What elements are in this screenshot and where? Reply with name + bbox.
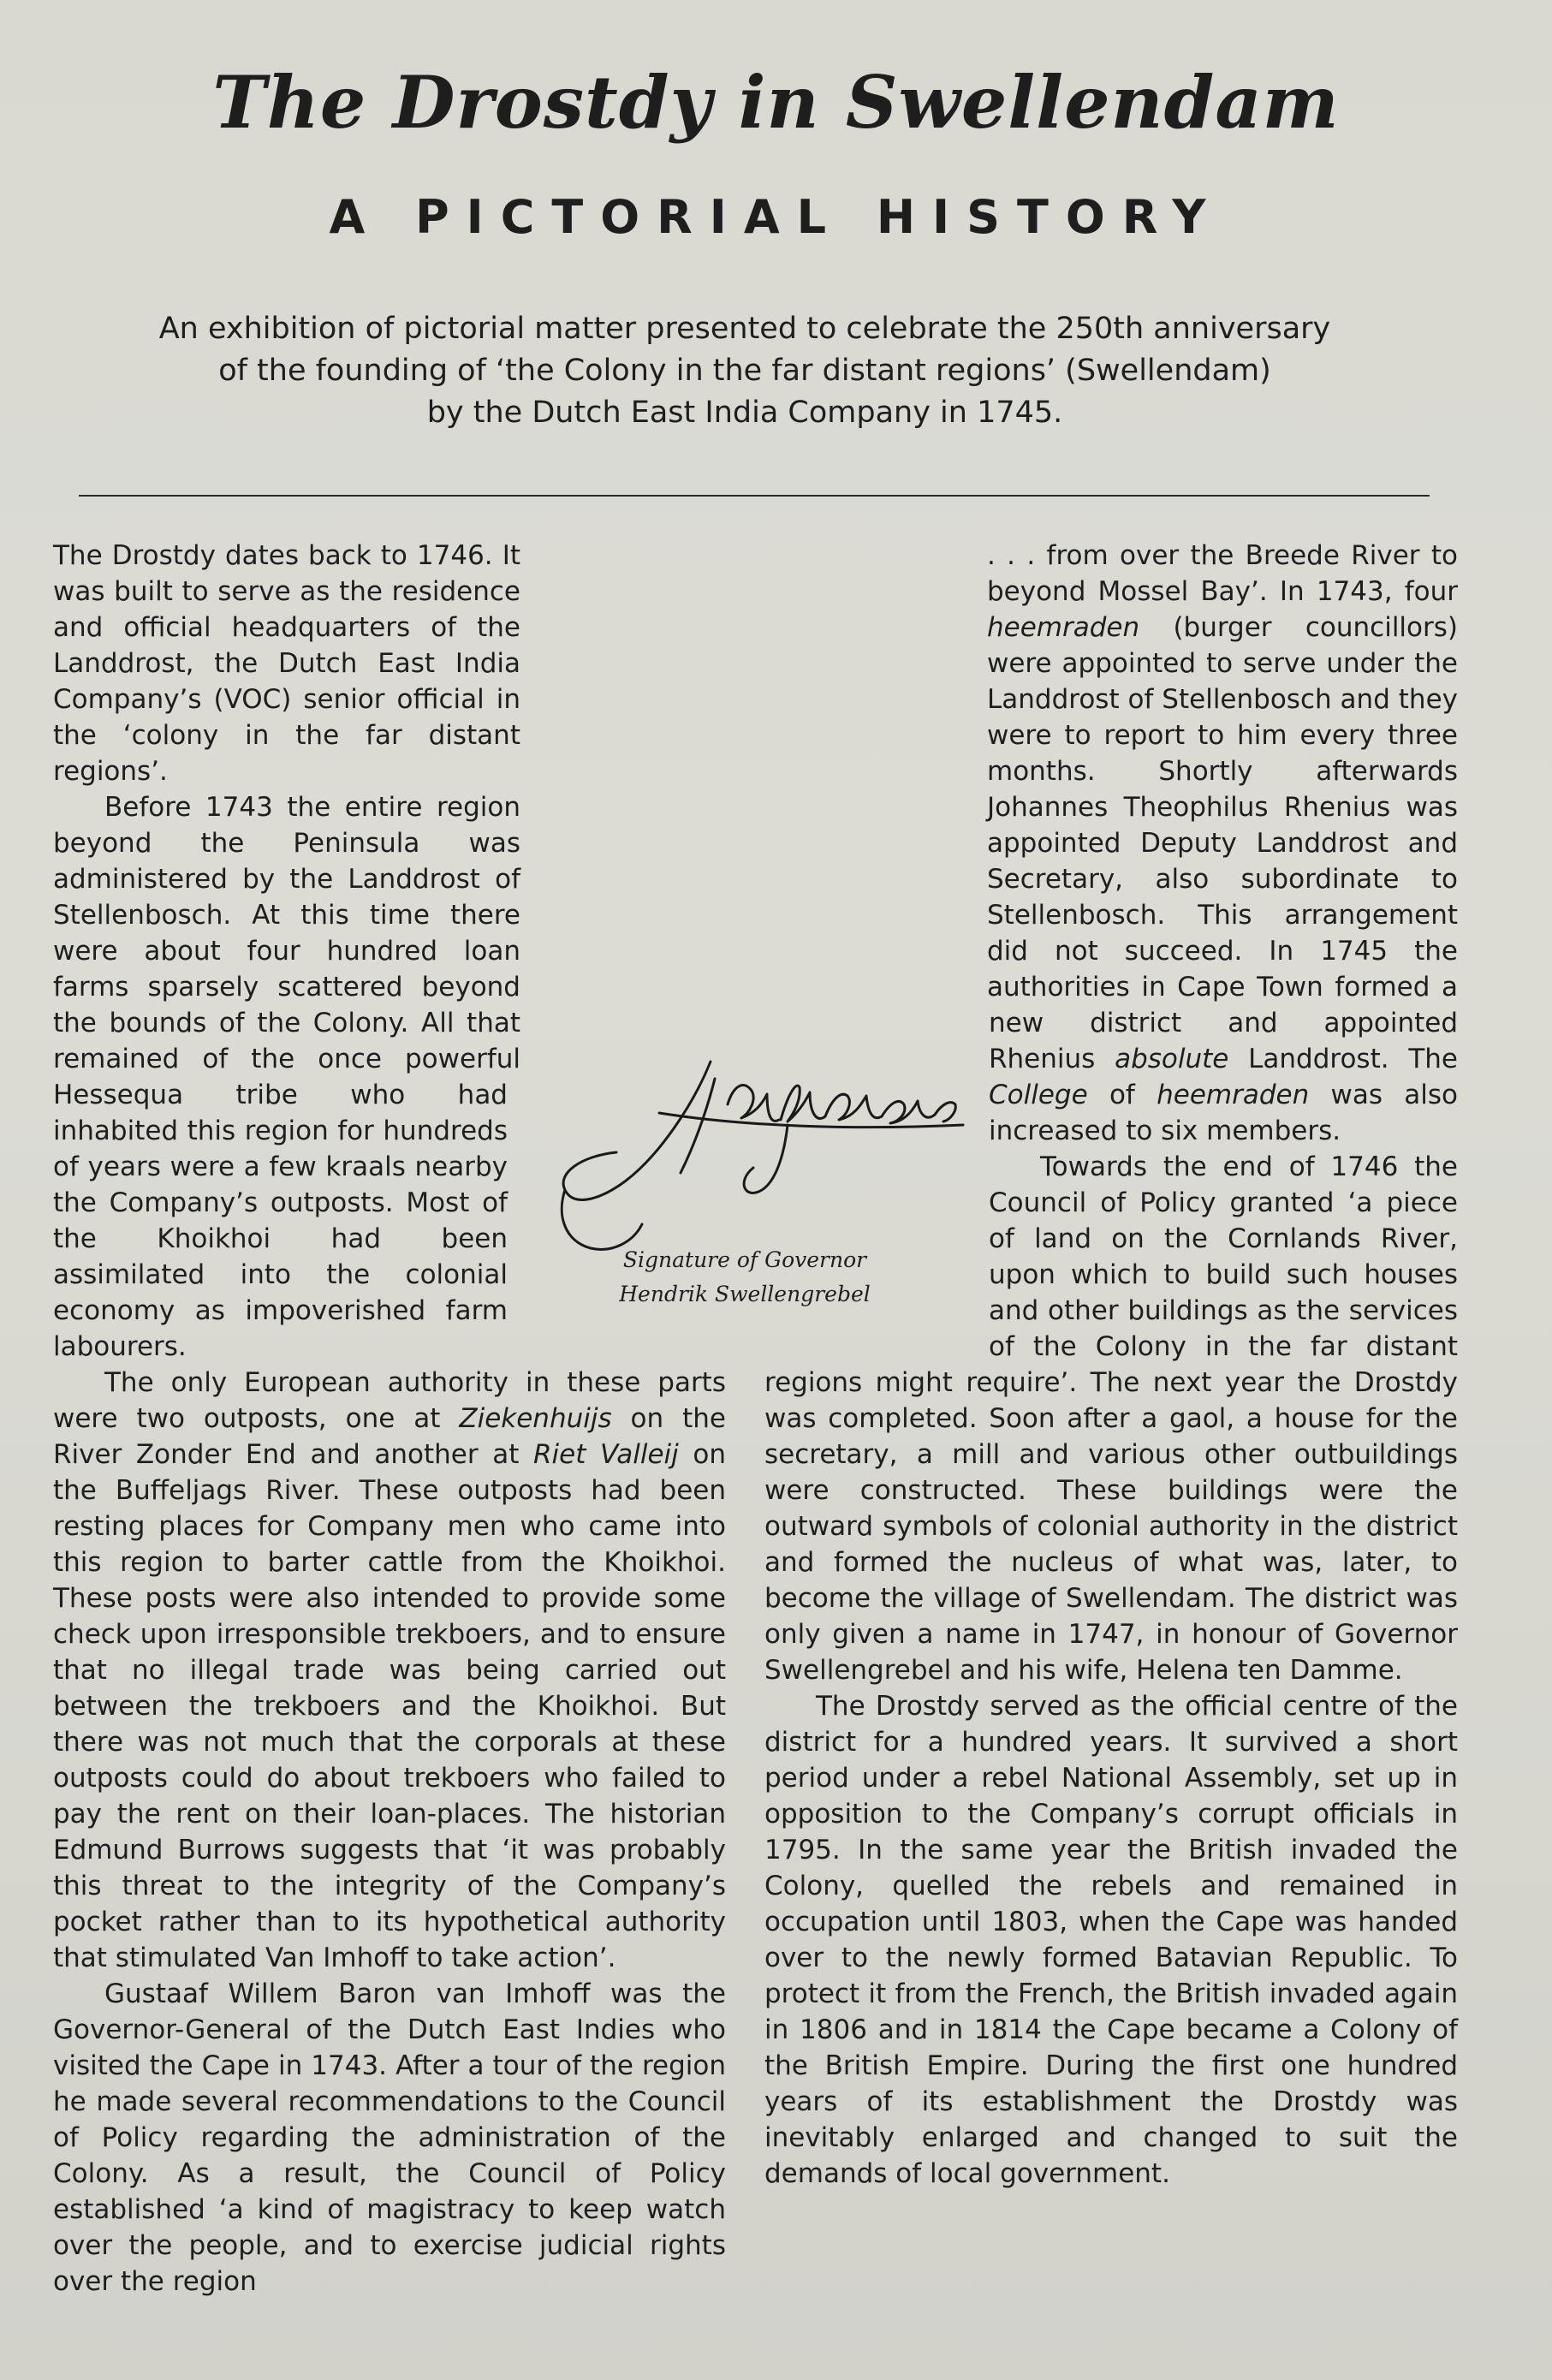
intro-line: of the founding of ‘the Colony in the far distant regions’ (Swellendam) <box>218 354 1271 388</box>
body-paragraph: The Drostdy dates back to 1746. It was built to serve as the residence and official headquarters of the Landdrost, the Dutch East India Company’s (VOC) senior official in the ‘colony in the far distant regions’. <box>53 540 520 787</box>
body-paragraph: Towards the end of 1746 the Council of Policy granted ‘a piece of land on the Cornlands River, upon which to build such houses and other buildings as the services of the Colony in the far distant regions might require’. The next year the Drostdy was completed. Soon after a gaol, a house for the secretary, a mill and various other outbuildings were constructed. These buildings were the outward symbols of colonial authority in the district and formed the nucleus of what was, later, to become the village of Swellendam. The district was only given a name in 1747, in honour of Governor Swellengrebel and his wife, Helena ten Damme. <box>764 1151 1458 1686</box>
caption-line: Signature of Governor <box>622 1247 867 1272</box>
intro-paragraph <box>103 308 1387 434</box>
intro-line: by the Dutch East India Company in 1745. <box>426 396 1063 430</box>
handwritten-signature-icon <box>531 1053 976 1258</box>
document-title: The Drostdy in Swellendam <box>212 60 1340 145</box>
text-wrap-spacer <box>520 538 726 1094</box>
caption-line: Hendrik Swellengrebel <box>619 1282 871 1306</box>
left-column <box>53 538 726 2300</box>
body-paragraph: The Drostdy served as the official centre of the district for a hundred years. It survived a short period under a rebel National Assembly, set up in opposition to the Company’s corrupt officials in 1795. In the same year the British invaded the Colony, quelled the rebels and remained in occupation until 1803, when the Cape was handed over to the newly formed Batavian Republic. To protect it from the French, the British invaded again in 1806 and in 1814 the Cape became a Colony of the British Empire. During the first one hundred years of its establishment the Drostdy was inevitably enlarged and changed to suit the demands of local government. <box>764 1691 1458 2189</box>
document-subtitle: A PICTORIAL HISTORY <box>329 190 1223 244</box>
place-name: Riet Valleij <box>533 1439 679 1470</box>
place-name: Ziekenhuijs <box>459 1403 612 1434</box>
intro-line: An exhibition of pictorial matter presented to celebrate the 250th anniversary <box>158 312 1331 346</box>
right-column <box>764 538 1458 2192</box>
body-paragraph: Before 1743 the entire region beyond the Peninsula was administered by the Landdrost of Stellenbosch. At this time there were about four hundred loan farms sparsely scattered beyond the bounds of the Colony. All that remained of the once powerful Hessequa tribe who had inhabited this region for hundreds of years were a few kraals nearby the Company’s outposts. Most of the Khoikhoi had been assimilated into the colonial economy as impoverished farm labourers. <box>53 792 520 1362</box>
text-wrap-spacer <box>764 538 987 1017</box>
body-paragraph: Gustaaf Willem Baron van Imhoff was the Governor-General of the Dutch East Indies who visited the Cape in 1743. After a tour of the region he made several recommendations to the Council of Policy regarding the administration of the Colony. As a result, the Council of Policy established ‘a kind of magistracy to keep watch over the people, and to exercise judicial rights over the region <box>53 1978 726 2297</box>
body-paragraph: The only European authority in these parts were two outposts, one at Ziekenhuijs on the River Zonder End and another at Riet Valleij on the Buffeljags River. These outposts had been resting places for Company men who came into this region to barter cattle from the Khoikhoi. These posts were also intended to provide some check upon irresponsible trekboers, and to ensure that no illegal trade was being carried out between the trekboers and the Khoikhoi. But there was not much that the corporals at these outposts could do about trekboers who failed to pay the rent on their loan-places. The historian Edmund Burrows suggests that ‘it was probably this threat to the integrity of the Company’s pocket rather than to its hypothetical authority that stimulated Van Imhoff to take action’. <box>53 1367 727 1973</box>
horizontal-divider <box>79 495 1430 497</box>
signature-caption <box>548 1243 942 1312</box>
body-paragraph: . . . from over the Breede River to beyond Mossel Bay’. In 1743, four heemraden (burger councillors) were appointed to serve under the Landdrost of Stellenbosch and they were to report to him every three months. Shortly afterwards Johannes Theophilus Rhenius was appointed Deputy Landdrost and Secretary, also subordinate to Stellenbosch. This arrangement did not succeed. In 1745 the authorities in Cape Town formed a new district and appointed Rhenius absolute Landdrost. The College of heemraden was also increased to six members. <box>987 540 1458 1146</box>
